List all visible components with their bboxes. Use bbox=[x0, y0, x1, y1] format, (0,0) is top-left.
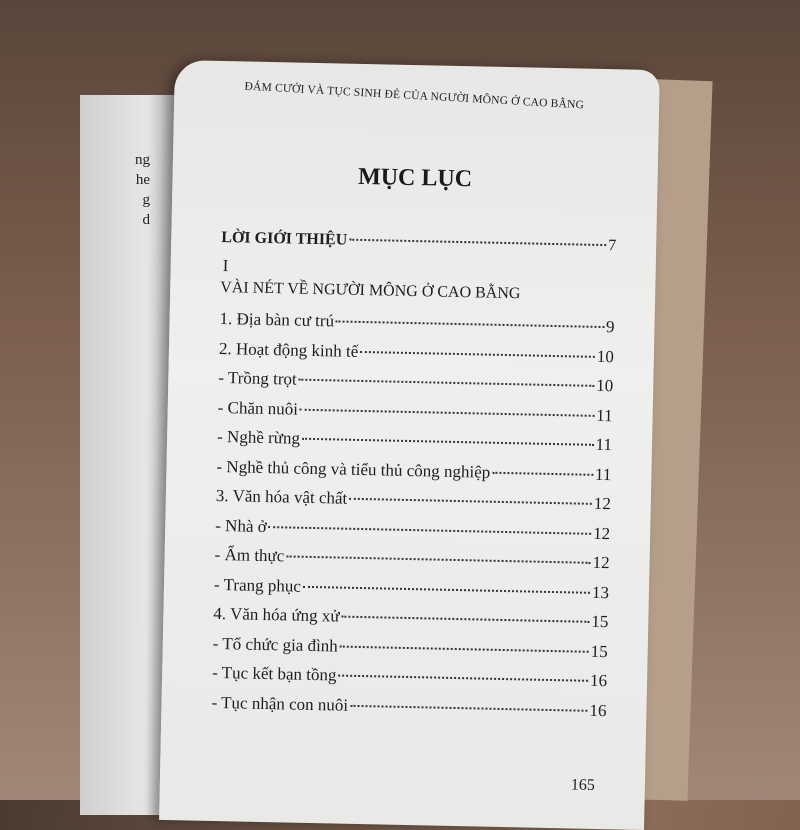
running-head: ĐÁM CƯỚI VÀ TỤC SINH ĐẺ CỦA NGƯỜI MÔNG Ở CAO BẰNG bbox=[244, 80, 585, 112]
entry-page: 9 bbox=[605, 317, 615, 337]
entry-label: - Ẩm thực bbox=[214, 544, 285, 566]
toc-entry bbox=[219, 338, 614, 366]
left-fragment: he bbox=[135, 172, 150, 188]
dot-leader bbox=[350, 704, 587, 711]
dot-leader bbox=[342, 616, 590, 623]
dot-leader bbox=[300, 408, 594, 416]
toc-entry bbox=[213, 604, 608, 632]
toc-title: MỤC LỤC bbox=[357, 163, 473, 193]
entry-page: 10 bbox=[596, 346, 615, 366]
toc-entry bbox=[211, 692, 606, 720]
toc-entry bbox=[213, 633, 608, 661]
entry-page: 10 bbox=[596, 375, 614, 396]
toc-entry bbox=[215, 515, 610, 543]
entry-page: 15 bbox=[591, 611, 609, 632]
toc-entry bbox=[216, 486, 611, 514]
entry-page: 16 bbox=[589, 700, 607, 720]
entry-page: 16 bbox=[589, 670, 608, 691]
entry-label: 1. Địa bàn cư trú bbox=[219, 308, 335, 331]
dot-leader bbox=[269, 526, 591, 535]
part-title: VÀI NÉT VỀ NGƯỜI MÔNG Ở CAO BẰNG bbox=[220, 278, 521, 303]
toc-entry bbox=[218, 397, 613, 425]
part-number: I bbox=[222, 256, 229, 276]
entry-page: 12 bbox=[592, 523, 611, 543]
toc-page bbox=[159, 60, 660, 830]
entry-label: - Nghề rừng bbox=[216, 426, 301, 448]
entry-label: 2. Hoạt động kinh tế bbox=[218, 338, 359, 361]
entry-label: - Trang phục bbox=[213, 574, 302, 596]
toc-entry bbox=[212, 663, 607, 691]
entry-page: 15 bbox=[590, 641, 608, 661]
toc-entry bbox=[217, 427, 612, 455]
entry-page: 13 bbox=[591, 582, 610, 602]
entry-label: 4. Văn hóa ứng xử bbox=[213, 603, 340, 626]
dot-leader bbox=[336, 320, 604, 328]
dot-leader bbox=[302, 438, 594, 446]
toc-entry bbox=[216, 456, 611, 484]
page-number: 165 bbox=[570, 776, 596, 794]
dot-leader bbox=[349, 498, 592, 505]
entry-page: 11 bbox=[595, 434, 613, 455]
dot-leader bbox=[303, 585, 590, 593]
entry-label: 3. Văn hóa vật chất bbox=[215, 485, 348, 508]
toc-entry bbox=[218, 368, 613, 396]
left-fragment: ng bbox=[135, 152, 150, 168]
entry-page: 12 bbox=[593, 493, 612, 514]
entry-page: 7 bbox=[608, 237, 617, 255]
dot-leader bbox=[349, 239, 606, 246]
entry-label: - Trồng trọt bbox=[218, 367, 297, 389]
entry-label: - Tổ chức gia đình bbox=[212, 633, 339, 656]
left-fragment: d bbox=[142, 212, 150, 228]
entry-label: - Chăn nuôi bbox=[217, 397, 299, 419]
entry-label: LỜI GIỚI THIỆU bbox=[221, 229, 348, 249]
dot-leader bbox=[338, 675, 588, 682]
dot-leader bbox=[299, 379, 595, 387]
entry-label: - Tục nhận con nuôi bbox=[211, 692, 349, 715]
left-fragment: g bbox=[142, 192, 150, 208]
left-page-text bbox=[100, 150, 150, 230]
entry-label: - Tục kết bạn tồng bbox=[211, 662, 337, 685]
entry-page: 11 bbox=[594, 464, 612, 484]
entry-page: 11 bbox=[596, 405, 613, 425]
dot-leader bbox=[286, 555, 590, 563]
toc-entry bbox=[219, 309, 614, 337]
toc-entry-intro bbox=[221, 229, 616, 255]
dot-leader bbox=[492, 471, 593, 475]
entry-page: 12 bbox=[592, 552, 610, 573]
entry-label: - Nghề thủ công và tiểu thủ công nghiệp bbox=[216, 456, 491, 482]
dot-leader bbox=[340, 645, 589, 652]
toc-entry bbox=[214, 574, 609, 602]
entry-label: - Nhà ở bbox=[215, 515, 267, 536]
dot-leader bbox=[360, 350, 595, 357]
toc-entry bbox=[214, 545, 609, 573]
